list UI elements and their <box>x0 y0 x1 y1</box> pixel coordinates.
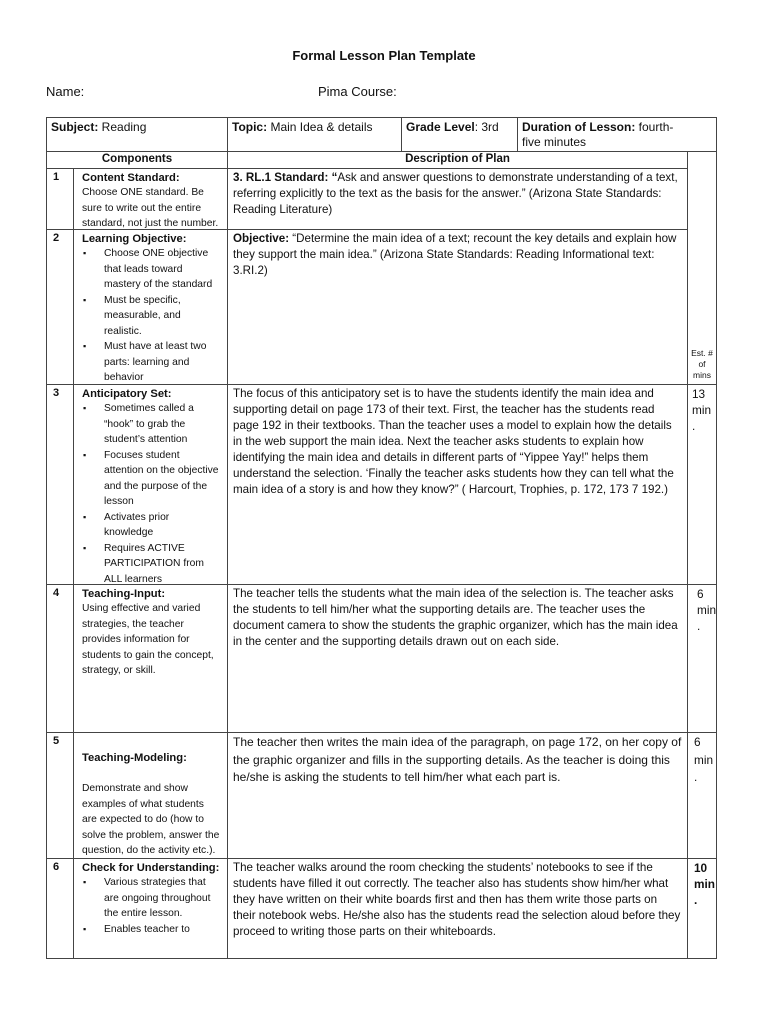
topic-value: Main Idea & details <box>267 120 373 134</box>
component-cell <box>74 585 227 732</box>
list-item: ▪ Various strategies that are ongoing throughout the entire lesson. <box>82 875 221 922</box>
duration-value: fourth-five minutes <box>522 120 674 149</box>
component-title: Teaching-Modeling: <box>82 752 187 764</box>
list-item: ▪ Requires ACTIVE PARTICIPATION from ALL learners <box>82 541 221 585</box>
component-title: Learning Objective: <box>82 233 187 245</box>
list-item: ▪ Must have at least two parts: learning and behavior <box>82 339 221 384</box>
component-cell <box>74 230 227 384</box>
description-text: “Determine the main idea of a text; recount the key details and explain how they support the main idea.” (Arizona State Standards: Reading Informational text: 3.RI.2) <box>233 232 677 277</box>
component-cell <box>74 733 227 858</box>
list-item: ▪ Choose ONE objective that leads toward mastery of the standard <box>82 246 221 293</box>
description-label: Objective: <box>233 232 290 245</box>
component-cell <box>74 385 227 584</box>
description-cell <box>228 385 687 584</box>
estimate-cell: 13 min . <box>692 387 712 433</box>
component-bullets <box>82 401 221 584</box>
component-title: Teaching-Input: <box>82 588 166 600</box>
grade-label: Grade Level <box>406 120 475 134</box>
row-number: 5 <box>53 735 60 747</box>
description-cell <box>228 230 687 384</box>
row-number: 4 <box>53 587 60 599</box>
grade-value: : 3rd <box>474 120 499 134</box>
duration-cell <box>518 118 686 151</box>
component-title: Check for Understanding: <box>82 862 220 874</box>
component-bullets <box>82 246 221 384</box>
topic-cell <box>228 118 401 151</box>
component-cell <box>74 859 227 958</box>
subject-label: Subject: <box>51 120 99 134</box>
course-label: Pima Course: <box>318 84 397 99</box>
row-number: 6 <box>53 861 60 873</box>
estimate-header: Est. # of mins <box>691 348 713 380</box>
description-text: The focus of this anticipatory set is to have the students identify the main idea and supporting detail on page 173 of their text. First, the teacher has the students read page 192 in their textbooks. Than the teacher uses a model to explain how the details in the web support the main idea. Next the teacher asks students to explain how identifying the main idea and details in different parts of “Yippee Yay!” helps them understand the selection. ‘Finally the teacher asks students how they can tell what the main idea of a story is and how they know?” ( Harcourt, Trophies, p. 172, 173 7 192.) <box>233 387 674 496</box>
row-number: 2 <box>53 232 60 244</box>
description-label: 3. RL.1 Standard: “ <box>233 171 338 184</box>
document-title: Formal Lesson Plan Template <box>292 48 476 63</box>
duration-label: Duration of Lesson: <box>522 120 636 134</box>
list-item: ▪ Activates prior knowledge <box>82 510 221 541</box>
description-cell <box>228 585 687 732</box>
description-header: Description of Plan <box>405 153 510 165</box>
component-title: Anticipatory Set: <box>82 388 172 400</box>
description-text: Ask and answer questions to demonstrate understanding of a text, referring explicitly to the text as the basis for the answer.” (Arizona State Standards: Reading Literature) <box>233 171 678 216</box>
estimate-cell: 6 min . <box>697 587 716 633</box>
description-cell <box>228 859 687 958</box>
component-desc: Demonstrate and show examples of what students are expected to do (how to solve the problem, answer the question, do the activity etc.). <box>82 783 220 856</box>
row-number: 3 <box>53 387 60 399</box>
list-item: ▪ Focuses student attention on the objective and the purpose of the lesson <box>82 448 221 510</box>
estimate-cell: 10 min . <box>694 861 715 907</box>
grade-cell <box>402 118 517 151</box>
component-desc: Choose ONE standard. Be sure to write out the entire standard, not just the number. <box>82 187 219 229</box>
component-bullets <box>82 875 221 937</box>
topic-label: Topic: <box>232 120 268 134</box>
component-cell <box>74 169 227 229</box>
subject-cell <box>47 118 227 151</box>
component-desc: Using effective and varied strategies, the teacher provides information for students to gain the concept, strategy, or skill. <box>82 603 214 676</box>
row-number: 1 <box>53 171 60 183</box>
subject-value: Reading <box>98 120 147 134</box>
list-item: ▪ Enables teacher to <box>82 922 221 938</box>
components-header: Components <box>101 153 173 165</box>
estimate-cell: 6 min . <box>694 735 714 784</box>
description-text: The teacher then writes the main idea of the paragraph, on page 172, on her copy of the graphic organizer and fills in the supporting details. As the teacher is doing this he/she is asking the students to tell him/her what each part is. <box>233 735 682 784</box>
description-cell <box>228 169 687 229</box>
description-cell <box>228 733 687 858</box>
description-text: The teacher walks around the room checking the students’ notebooks to see if the students have filled it out correctly. The teacher also has students show him/her what they have written on their white boards first and then has them write those parts on their notebook webs. He/she also has the students read the selection aloud before they proceed to writing those parts on their whiteboards. <box>233 861 681 938</box>
name-label: Name: <box>46 84 85 99</box>
list-item: ▪ Must be specific, measurable, and realistic. <box>82 293 221 340</box>
component-title: Content Standard: <box>82 172 180 184</box>
description-text: The teacher tells the students what the main idea of the selection is. The teacher asks the students to tell him/her what the supporting details are. The teacher uses the document camera to show the students the graphic organizer, which has the main idea in the center and the supporting details drawn out on each side. <box>233 587 678 648</box>
list-item: ▪ Sometimes called a “hook” to grab the student’s attention <box>82 401 221 448</box>
